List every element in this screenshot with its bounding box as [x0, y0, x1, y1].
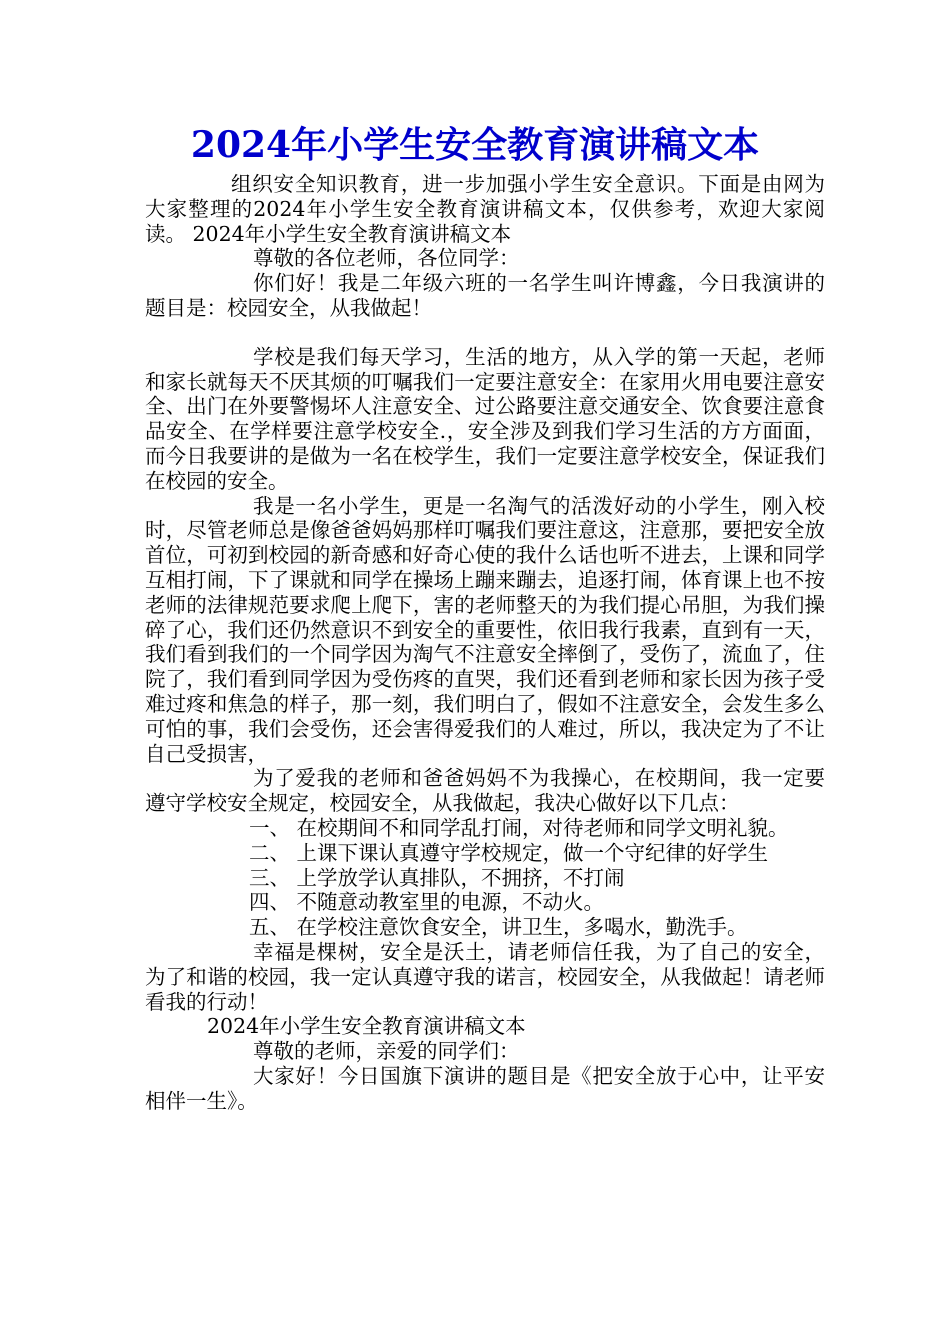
speech2-salutation: 尊敬的老师，亲爱的同学们：	[253, 1039, 520, 1064]
document-title: 2024年小学生安全教育演讲稿文本	[190, 124, 760, 166]
speech1-paragraph-2: 我是一名小学生，更是一名淘气的活泼好动的小学生，刚入校时，尽管老师总是像爸爸妈妈那样叮嘱我们要注意这，注意那，要把安全放首位，可初到校园的新奇感和好奇心使的我什么话也听不进去，上课和同学互相打闹，下了课就和同学在操场上蹦来蹦去，追逐打闹，体育课上也不按老师的法律规范要求爬上爬下，害的老师整天的为我们提心吊胆，为我们操碎了心，我们还仍然意识不到安全的重要性，依旧我行我素，直到有一天，我们看到我们的一个同学因为淘气不注意安全摔倒了，受伤了，流血了，住院了，我们看到同学因为受伤疼的直哭，我们还看到老师和家长因为孩子受难过疼和焦急的样子，那一刻，我们明白了，假如不注意安全，会发生多么可怕的事，我们会受伤，还会害得爱我们的人难过，所以，我决定为了不让自己受损害，	[145, 493, 825, 766]
speech1-paragraph-3: 为了爱我的老师和爸爸妈妈不为我操心，在校期间，我一定要遵守学校安全规定，校园安全，从我做起，我决心做好以下几点：	[145, 766, 825, 816]
speech1-greeting: 你们好！我是二年级六班的一名学生叫许博鑫，今日我演讲的题目是：校园安全，从我做起！	[145, 271, 825, 320]
speech1-paragraph-1: 学校是我们每天学习，生活的地方，从入学的第一天起，老师和家长就每天不厌其烦的叮嘱我们一定要注意安全：在家用火用电要注意安全、出门在外要警惕坏人注意安全、过公路要注意交通安全、饮食要注意食品安全、在学样要注意学校安全.，安全涉及到我们学习生活的方方面面，而今日我要讲的是做为一名在校学生，我们一定要注意学校安全，保证我们在校园的安全。	[145, 344, 825, 493]
pledge-point-2: 二、 上课下课认真遵守学校规定，做一个守纪律的好学生	[249, 840, 769, 865]
pledge-point-3: 三、 上学放学认真排队，不拥挤，不打闹	[249, 865, 625, 890]
intro-paragraph: 组织安全知识教育，进一步加强小学生安全意识。下面是由网为大家整理的2024年小学生安全教育演讲稿文本，仅供参考，欢迎大家阅读。 2024年小学生安全教育演讲稿文本	[145, 172, 825, 246]
speech2-heading: 2024年小学生安全教育演讲稿文本	[207, 1014, 526, 1039]
speech1-salutation: 尊敬的各位老师，各位同学：	[253, 246, 520, 271]
document-body	[145, 172, 825, 1113]
speech2-greeting: 大家好！今日国旗下演讲的题目是《把安全放于心中，让平安相伴一生》。	[145, 1063, 825, 1113]
speech1-closing: 幸福是棵树，安全是沃土，请老师信任我，为了自己的安全，为了和谐的校园，我一定认真遵守我的诺言，校园安全，从我做起！请老师看我的行动！	[145, 939, 825, 1014]
pledge-point-1: 一、 在校期间不和同学乱打闹，对待老师和同学文明礼貌。	[249, 815, 789, 840]
pledge-point-5: 五、 在学校注意饮食安全，讲卫生，多喝水，勤洗手。	[249, 915, 748, 940]
pledge-point-4: 四、 不随意动教室里的电源，不动火。	[249, 890, 605, 915]
blank-line	[145, 321, 825, 345]
